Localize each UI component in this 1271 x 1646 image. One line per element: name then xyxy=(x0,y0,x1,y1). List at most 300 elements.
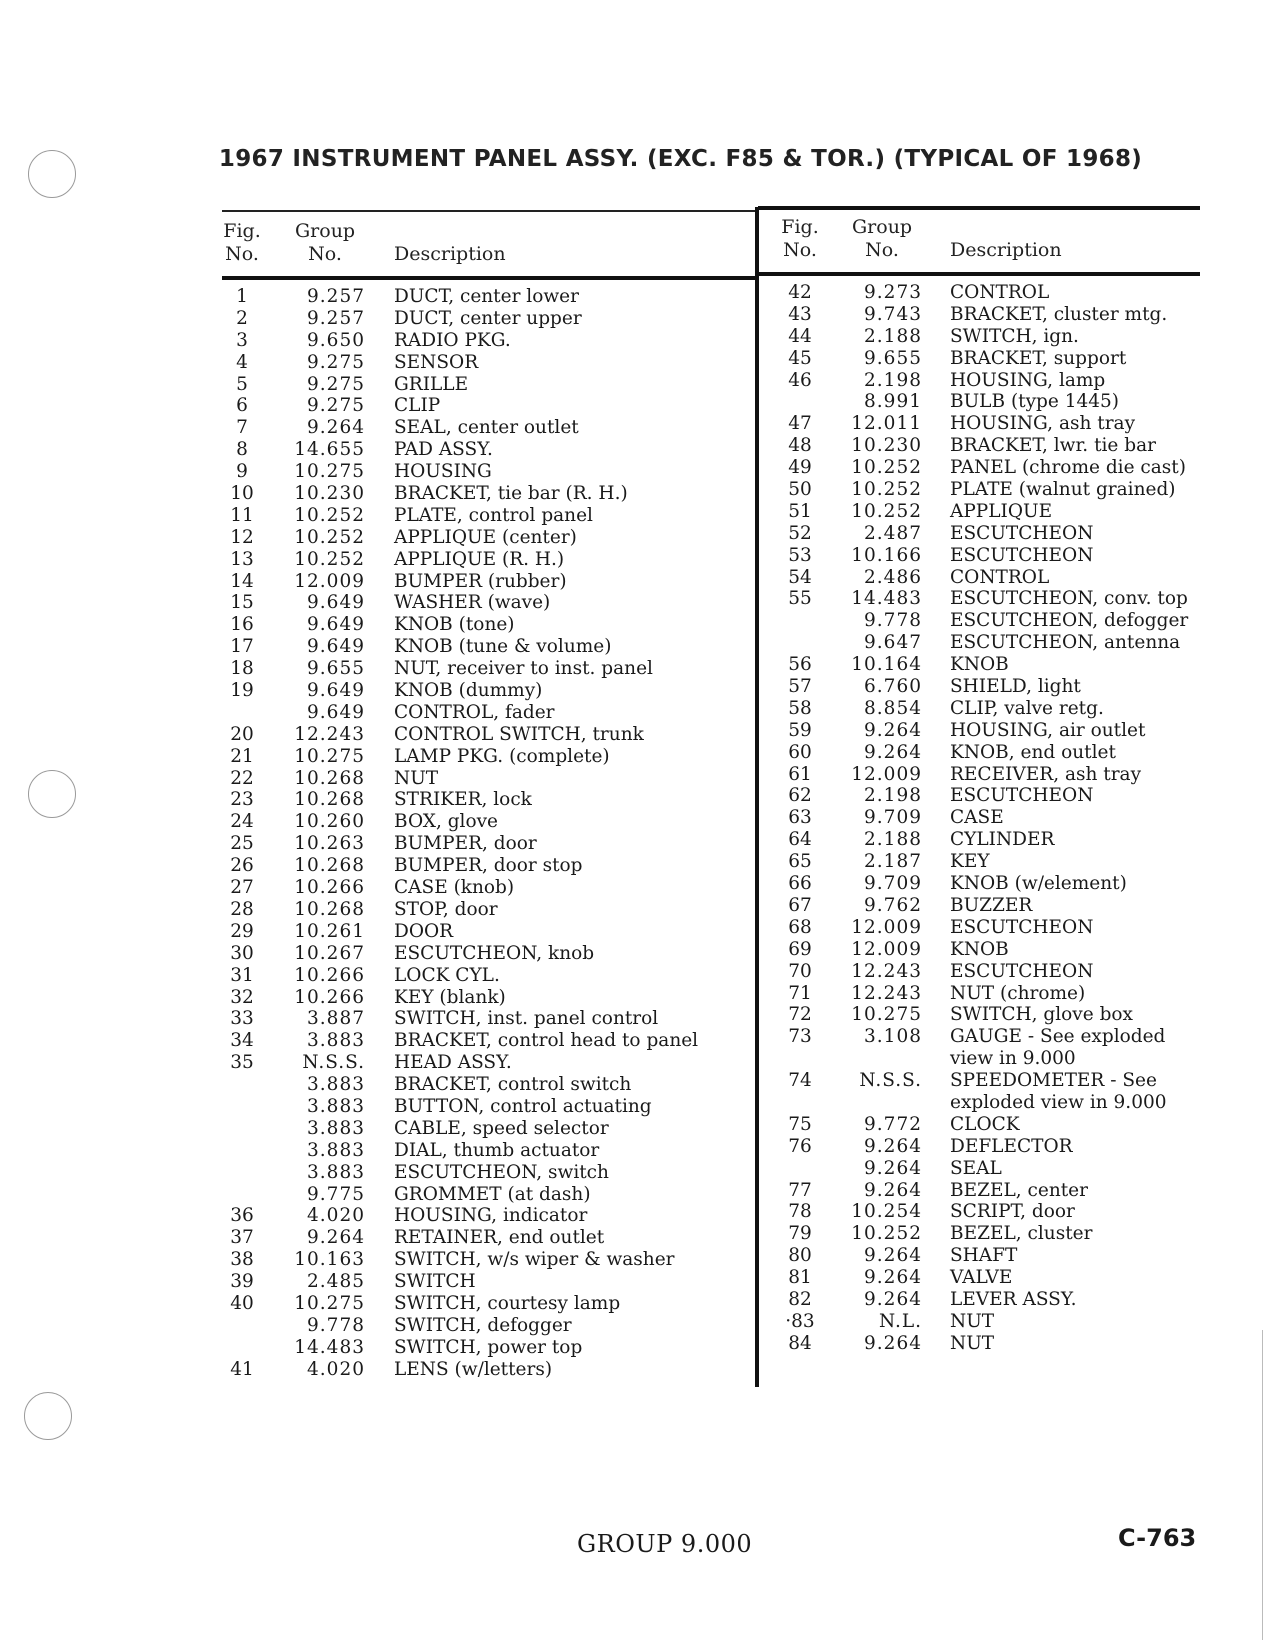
fig-number: 14 xyxy=(230,570,254,592)
fig-number: 68 xyxy=(788,916,812,938)
group-number: 10.263 xyxy=(294,833,365,855)
description: exploded view in 9.000 xyxy=(950,1091,1167,1113)
fig-number: 26 xyxy=(230,855,254,877)
parts-row xyxy=(222,1008,752,1030)
group-number: 12.009 xyxy=(294,570,365,592)
fig-number: 69 xyxy=(788,938,812,960)
description: BRACKET, control head to panel xyxy=(394,1030,699,1052)
description: DIAL, thumb actuator xyxy=(394,1139,600,1161)
description: RADIO PKG. xyxy=(394,329,511,351)
description: view in 9.000 xyxy=(950,1048,1076,1070)
group-number: 14.483 xyxy=(294,1336,365,1358)
fig-number: 79 xyxy=(788,1223,812,1245)
fig-number: 72 xyxy=(788,1004,812,1026)
group-number: 10.254 xyxy=(851,1201,922,1223)
fig-number: 47 xyxy=(788,413,812,435)
fig-number: 6 xyxy=(236,395,248,417)
parts-row xyxy=(780,764,1200,786)
group-number: 9.762 xyxy=(864,894,922,916)
parts-row xyxy=(222,417,752,439)
parts-row xyxy=(222,987,752,1009)
fig-number: 43 xyxy=(788,303,812,325)
fig-number: 44 xyxy=(788,325,812,347)
parts-row xyxy=(222,461,752,483)
fig-number: 34 xyxy=(230,1030,254,1052)
group-number: 9.649 xyxy=(307,614,365,636)
fig-number: 30 xyxy=(230,942,254,964)
parts-row xyxy=(222,286,752,308)
parts-row xyxy=(222,680,752,702)
fig-number: 15 xyxy=(230,592,254,614)
header-fig-line2: No. xyxy=(225,243,259,265)
group-number: 10.275 xyxy=(851,1004,922,1026)
description: KNOB xyxy=(950,654,1009,676)
group-number: 10.252 xyxy=(294,526,365,548)
left-header-description: Description xyxy=(394,243,506,265)
fig-number: 27 xyxy=(230,877,254,899)
description: KNOB (tune & volume) xyxy=(394,636,612,658)
description: KEY xyxy=(950,851,990,873)
fig-number: 53 xyxy=(788,544,812,566)
fig-number: 50 xyxy=(788,479,812,501)
left-header-group xyxy=(295,220,355,266)
fig-number: 64 xyxy=(788,829,812,851)
group-number: 10.252 xyxy=(851,457,922,479)
description: BRACKET, support xyxy=(950,347,1127,369)
description: BOX, glove xyxy=(394,811,499,833)
binder-hole-bottom xyxy=(24,1392,72,1440)
group-number: 9.649 xyxy=(307,701,365,723)
description: SWITCH, w/s wiper & washer xyxy=(394,1249,675,1271)
parts-row xyxy=(780,391,1200,413)
fig-number: 67 xyxy=(788,894,812,916)
group-number: 9.775 xyxy=(307,1183,365,1205)
parts-row xyxy=(222,1205,752,1227)
group-number: 9.743 xyxy=(864,303,922,325)
parts-row xyxy=(222,1162,752,1184)
parts-row xyxy=(780,1289,1200,1311)
group-number: 10.252 xyxy=(851,500,922,522)
description: HOUSING, ash tray xyxy=(950,413,1136,435)
fig-number: 31 xyxy=(230,964,254,986)
description: GRILLE xyxy=(394,373,469,395)
parts-row xyxy=(222,833,752,855)
fig-number: 21 xyxy=(230,745,254,767)
group-number: 10.266 xyxy=(294,877,365,899)
parts-row xyxy=(780,895,1200,917)
group-number: 9.257 xyxy=(307,307,365,329)
parts-row xyxy=(222,439,752,461)
group-number: 10.252 xyxy=(294,504,365,526)
group-number: 9.655 xyxy=(307,658,365,680)
description: SPEEDOMETER - See xyxy=(950,1070,1157,1092)
description: SWITCH, courtesy lamp xyxy=(394,1292,621,1314)
parts-row xyxy=(780,1158,1200,1180)
parts-row xyxy=(780,348,1200,370)
description: SWITCH xyxy=(394,1271,476,1293)
description: CLIP, valve retg. xyxy=(950,697,1104,719)
description: DOOR xyxy=(394,920,454,942)
parts-row xyxy=(780,413,1200,435)
fig-number: 37 xyxy=(230,1227,254,1249)
group-number: 9.655 xyxy=(864,347,922,369)
parts-row xyxy=(780,632,1200,654)
parts-row xyxy=(780,851,1200,873)
description: CONTROL, fader xyxy=(394,701,555,723)
parts-row xyxy=(222,1184,752,1206)
group-number: 9.264 xyxy=(307,1227,365,1249)
group-number: 10.164 xyxy=(851,654,922,676)
parts-row xyxy=(780,742,1200,764)
parts-row xyxy=(222,789,752,811)
parts-row xyxy=(780,326,1200,348)
description: KNOB (tone) xyxy=(394,614,515,636)
fig-number: 78 xyxy=(788,1201,812,1223)
parts-row xyxy=(780,917,1200,939)
description: SCRIPT, door xyxy=(950,1201,1075,1223)
group-number: 9.709 xyxy=(864,807,922,829)
fig-number: 75 xyxy=(788,1113,812,1135)
parts-row xyxy=(780,523,1200,545)
fig-number: 29 xyxy=(230,920,254,942)
table-top-rule-right xyxy=(758,206,1200,210)
parts-row xyxy=(222,1337,752,1359)
group-number: 10.252 xyxy=(851,479,922,501)
description: CASE xyxy=(950,807,1004,829)
group-number: 10.266 xyxy=(294,986,365,1008)
parts-row xyxy=(222,308,752,330)
description: STRIKER, lock xyxy=(394,789,532,811)
group-number: 10.275 xyxy=(294,745,365,767)
parts-row xyxy=(222,1030,752,1052)
parts-row xyxy=(780,479,1200,501)
group-number: 12.243 xyxy=(851,982,922,1004)
parts-row xyxy=(222,1271,752,1293)
header-group-line2: No. xyxy=(865,239,899,261)
fig-number: 73 xyxy=(788,1026,812,1048)
group-number: 10.266 xyxy=(294,964,365,986)
description: BUMPER (rubber) xyxy=(394,570,567,592)
fig-number: 63 xyxy=(788,807,812,829)
group-number: 9.264 xyxy=(864,1332,922,1354)
group-number: 10.261 xyxy=(294,920,365,942)
group-number: 9.647 xyxy=(864,632,922,654)
column-divider xyxy=(755,207,759,1387)
description: CYLINDER xyxy=(950,829,1055,851)
group-number: 9.264 xyxy=(864,719,922,741)
description: VALVE xyxy=(950,1267,1013,1289)
group-number: 9.264 xyxy=(864,1267,922,1289)
group-number: 10.230 xyxy=(294,483,365,505)
group-number: 10.252 xyxy=(851,1223,922,1245)
description: SEAL xyxy=(950,1157,1002,1179)
fig-number: 48 xyxy=(788,435,812,457)
group-number: 10.163 xyxy=(294,1249,365,1271)
description: LAMP PKG. (complete) xyxy=(394,745,610,767)
parts-row xyxy=(780,545,1200,567)
parts-row xyxy=(780,1070,1200,1092)
fig-number: 28 xyxy=(230,898,254,920)
group-number: 9.650 xyxy=(307,329,365,351)
description: HOUSING xyxy=(394,461,492,483)
description: CONTROL xyxy=(950,566,1050,588)
parts-row xyxy=(222,636,752,658)
parts-row xyxy=(222,1359,752,1381)
fig-number: 82 xyxy=(788,1288,812,1310)
description: LENS (w/letters) xyxy=(394,1358,553,1380)
group-number: 8.991 xyxy=(864,391,922,413)
description: CLIP xyxy=(394,395,441,417)
header-rule-left xyxy=(222,276,758,280)
group-number: 12.009 xyxy=(851,763,922,785)
parts-row xyxy=(222,1118,752,1140)
description: ESCUTCHEON, switch xyxy=(394,1161,609,1183)
parts-row xyxy=(780,873,1200,895)
group-number: 8.854 xyxy=(864,697,922,719)
group-number: 9.275 xyxy=(307,351,365,373)
group-number: 10.267 xyxy=(294,942,365,964)
description: KNOB (w/element) xyxy=(950,873,1127,895)
group-number: 12.243 xyxy=(851,960,922,982)
parts-row xyxy=(222,1140,752,1162)
description: ESCUTCHEON xyxy=(950,916,1094,938)
description: CASE (knob) xyxy=(394,877,515,899)
description: DUCT, center lower xyxy=(394,286,579,307)
description: ESCUTCHEON, conv. top xyxy=(950,588,1188,610)
group-number: 2.487 xyxy=(864,522,922,544)
description: HOUSING, indicator xyxy=(394,1205,588,1227)
group-number: 2.187 xyxy=(864,851,922,873)
parts-list-right xyxy=(780,282,1200,1355)
description: BUMPER, door xyxy=(394,833,537,855)
group-number: 10.268 xyxy=(294,789,365,811)
fig-number: 25 xyxy=(230,833,254,855)
description: NUT xyxy=(950,1332,995,1354)
description: NUT xyxy=(394,767,439,789)
fig-number: 60 xyxy=(788,741,812,763)
group-number: 3.883 xyxy=(307,1030,365,1052)
header-fig-line2: No. xyxy=(783,239,817,261)
parts-row xyxy=(780,1311,1200,1333)
description: NUT xyxy=(950,1310,995,1332)
parts-row xyxy=(780,1114,1200,1136)
group-number: 9.264 xyxy=(864,1245,922,1267)
fig-number: 18 xyxy=(230,658,254,680)
description: NUT (chrome) xyxy=(950,982,1086,1004)
group-number: 2.198 xyxy=(864,369,922,391)
parts-row xyxy=(222,527,752,549)
description: NUT, receiver to inst. panel xyxy=(394,658,653,680)
header-group-line1: Group xyxy=(852,216,913,238)
parts-row xyxy=(222,1096,752,1118)
group-number: 2.486 xyxy=(864,566,922,588)
group-number: 3.887 xyxy=(307,1008,365,1030)
parts-row xyxy=(222,724,752,746)
description: BRACKET, lwr. tie bar xyxy=(950,435,1156,457)
fig-number: 77 xyxy=(788,1179,812,1201)
description: ESCUTCHEON, knob xyxy=(394,942,595,964)
parts-row xyxy=(222,702,752,724)
parts-row xyxy=(780,1201,1200,1223)
description: PAD ASSY. xyxy=(394,439,493,461)
group-number: 3.883 xyxy=(307,1117,365,1139)
fig-number: 32 xyxy=(230,986,254,1008)
description: KEY (blank) xyxy=(394,986,506,1008)
fig-number: 76 xyxy=(788,1135,812,1157)
parts-row xyxy=(222,1293,752,1315)
description: BULB (type 1445) xyxy=(950,391,1120,413)
fig-number: 70 xyxy=(788,960,812,982)
parts-row xyxy=(780,785,1200,807)
fig-number: 56 xyxy=(788,654,812,676)
group-number: 4.020 xyxy=(307,1358,365,1380)
fig-number: 52 xyxy=(788,522,812,544)
description: KNOB (dummy) xyxy=(394,680,543,702)
parts-row xyxy=(222,592,752,614)
description: ESCUTCHEON, defogger xyxy=(950,610,1189,632)
description: BEZEL, center xyxy=(950,1179,1088,1201)
fig-number: 3 xyxy=(236,329,248,351)
description: RETAINER, end outlet xyxy=(394,1227,605,1249)
group-number: 9.772 xyxy=(864,1113,922,1135)
parts-row xyxy=(222,614,752,636)
parts-row xyxy=(780,1004,1200,1026)
description: SWITCH, inst. panel control xyxy=(394,1008,659,1030)
group-number: 3.883 xyxy=(307,1074,365,1096)
group-number: 12.243 xyxy=(294,723,365,745)
group-number: 3.108 xyxy=(864,1026,922,1048)
fig-number: 9 xyxy=(236,461,248,483)
parts-row xyxy=(222,549,752,571)
description: ESCUTCHEON, antenna xyxy=(950,632,1181,654)
parts-row xyxy=(780,1267,1200,1289)
group-number: 2.485 xyxy=(307,1271,365,1293)
fig-number: ·83 xyxy=(785,1310,815,1332)
parts-row xyxy=(222,1074,752,1096)
fig-number: 5 xyxy=(236,373,248,395)
parts-row xyxy=(222,1315,752,1337)
header-rule-right xyxy=(758,272,1200,276)
parts-list-left xyxy=(222,286,752,1381)
parts-row xyxy=(222,658,752,680)
header-fig-line1: Fig. xyxy=(223,220,261,242)
group-number: 9.649 xyxy=(307,636,365,658)
description: ESCUTCHEON xyxy=(950,544,1094,566)
description: ESCUTCHEON xyxy=(950,960,1094,982)
fig-number: 40 xyxy=(230,1292,254,1314)
fig-number: 42 xyxy=(788,282,812,303)
description: BUZZER xyxy=(950,894,1033,916)
parts-row xyxy=(780,939,1200,961)
parts-row xyxy=(780,501,1200,523)
group-number: 2.198 xyxy=(864,785,922,807)
description: SWITCH, power top xyxy=(394,1336,583,1358)
group-number: 6.760 xyxy=(864,676,922,698)
group-number: 14.655 xyxy=(294,439,365,461)
group-number: 3.883 xyxy=(307,1139,365,1161)
group-number: 9.257 xyxy=(307,286,365,307)
description: APPLIQUE (R. H.) xyxy=(394,548,565,570)
description: ESCUTCHEON xyxy=(950,785,1094,807)
parts-row xyxy=(780,807,1200,829)
description: DEFLECTOR xyxy=(950,1135,1073,1157)
parts-row xyxy=(780,282,1200,304)
parts-row xyxy=(222,877,752,899)
parts-row xyxy=(780,829,1200,851)
group-number: 10.268 xyxy=(294,767,365,789)
description: HOUSING, air outlet xyxy=(950,719,1146,741)
description: BUTTON, control actuating xyxy=(394,1095,652,1117)
parts-row xyxy=(780,1223,1200,1245)
parts-row xyxy=(780,370,1200,392)
parts-row xyxy=(222,921,752,943)
parts-row xyxy=(780,654,1200,676)
parts-row xyxy=(222,1249,752,1271)
parts-row xyxy=(222,571,752,593)
parts-row xyxy=(780,1048,1200,1070)
fig-number: 1 xyxy=(236,286,248,307)
description: CONTROL xyxy=(950,282,1050,303)
parts-row xyxy=(780,588,1200,610)
fig-number: 23 xyxy=(230,789,254,811)
group-number: 9.264 xyxy=(307,417,365,439)
parts-row xyxy=(780,983,1200,1005)
fig-number: 7 xyxy=(236,417,248,439)
fig-number: 12 xyxy=(230,526,254,548)
parts-row xyxy=(780,610,1200,632)
group-number: 9.264 xyxy=(864,1135,922,1157)
header-group-line1: Group xyxy=(295,220,356,242)
parts-row xyxy=(222,943,752,965)
fig-number: 8 xyxy=(236,439,248,461)
description: PLATE, control panel xyxy=(394,504,593,526)
parts-row xyxy=(222,965,752,987)
parts-row xyxy=(780,698,1200,720)
fig-number: 33 xyxy=(230,1008,254,1030)
group-number: 2.188 xyxy=(864,829,922,851)
header-group-line2: No. xyxy=(308,243,342,265)
description: RECEIVER, ash tray xyxy=(950,763,1142,785)
fig-number: 57 xyxy=(788,676,812,698)
fig-number: 74 xyxy=(788,1070,812,1092)
description: APPLIQUE xyxy=(950,500,1053,522)
description: WASHER (wave) xyxy=(394,592,551,614)
parts-row xyxy=(780,1180,1200,1202)
group-number: 9.275 xyxy=(307,373,365,395)
fig-number: 80 xyxy=(788,1245,812,1267)
group-number: 9.264 xyxy=(864,741,922,763)
parts-row xyxy=(780,1136,1200,1158)
fig-number: 66 xyxy=(788,873,812,895)
group-number: 9.709 xyxy=(864,873,922,895)
group-number: 14.483 xyxy=(851,588,922,610)
parts-row xyxy=(780,1092,1200,1114)
parts-row xyxy=(222,768,752,790)
group-number: 9.273 xyxy=(864,282,922,303)
right-header-group xyxy=(852,216,912,262)
group-number: 9.264 xyxy=(864,1179,922,1201)
fig-number: 36 xyxy=(230,1205,254,1227)
group-number: 12.009 xyxy=(851,916,922,938)
page-title: 1967 INSTRUMENT PANEL ASSY. (EXC. F85 & TOR.) (TYPICAL OF 1968) xyxy=(218,146,1143,172)
fig-number: 62 xyxy=(788,785,812,807)
group-number: 10.260 xyxy=(294,811,365,833)
description: GAUGE - See exploded xyxy=(950,1026,1166,1048)
parts-row xyxy=(222,855,752,877)
fig-number: 84 xyxy=(788,1332,812,1354)
description: HEAD ASSY. xyxy=(394,1052,512,1074)
group-number: 10.268 xyxy=(294,855,365,877)
